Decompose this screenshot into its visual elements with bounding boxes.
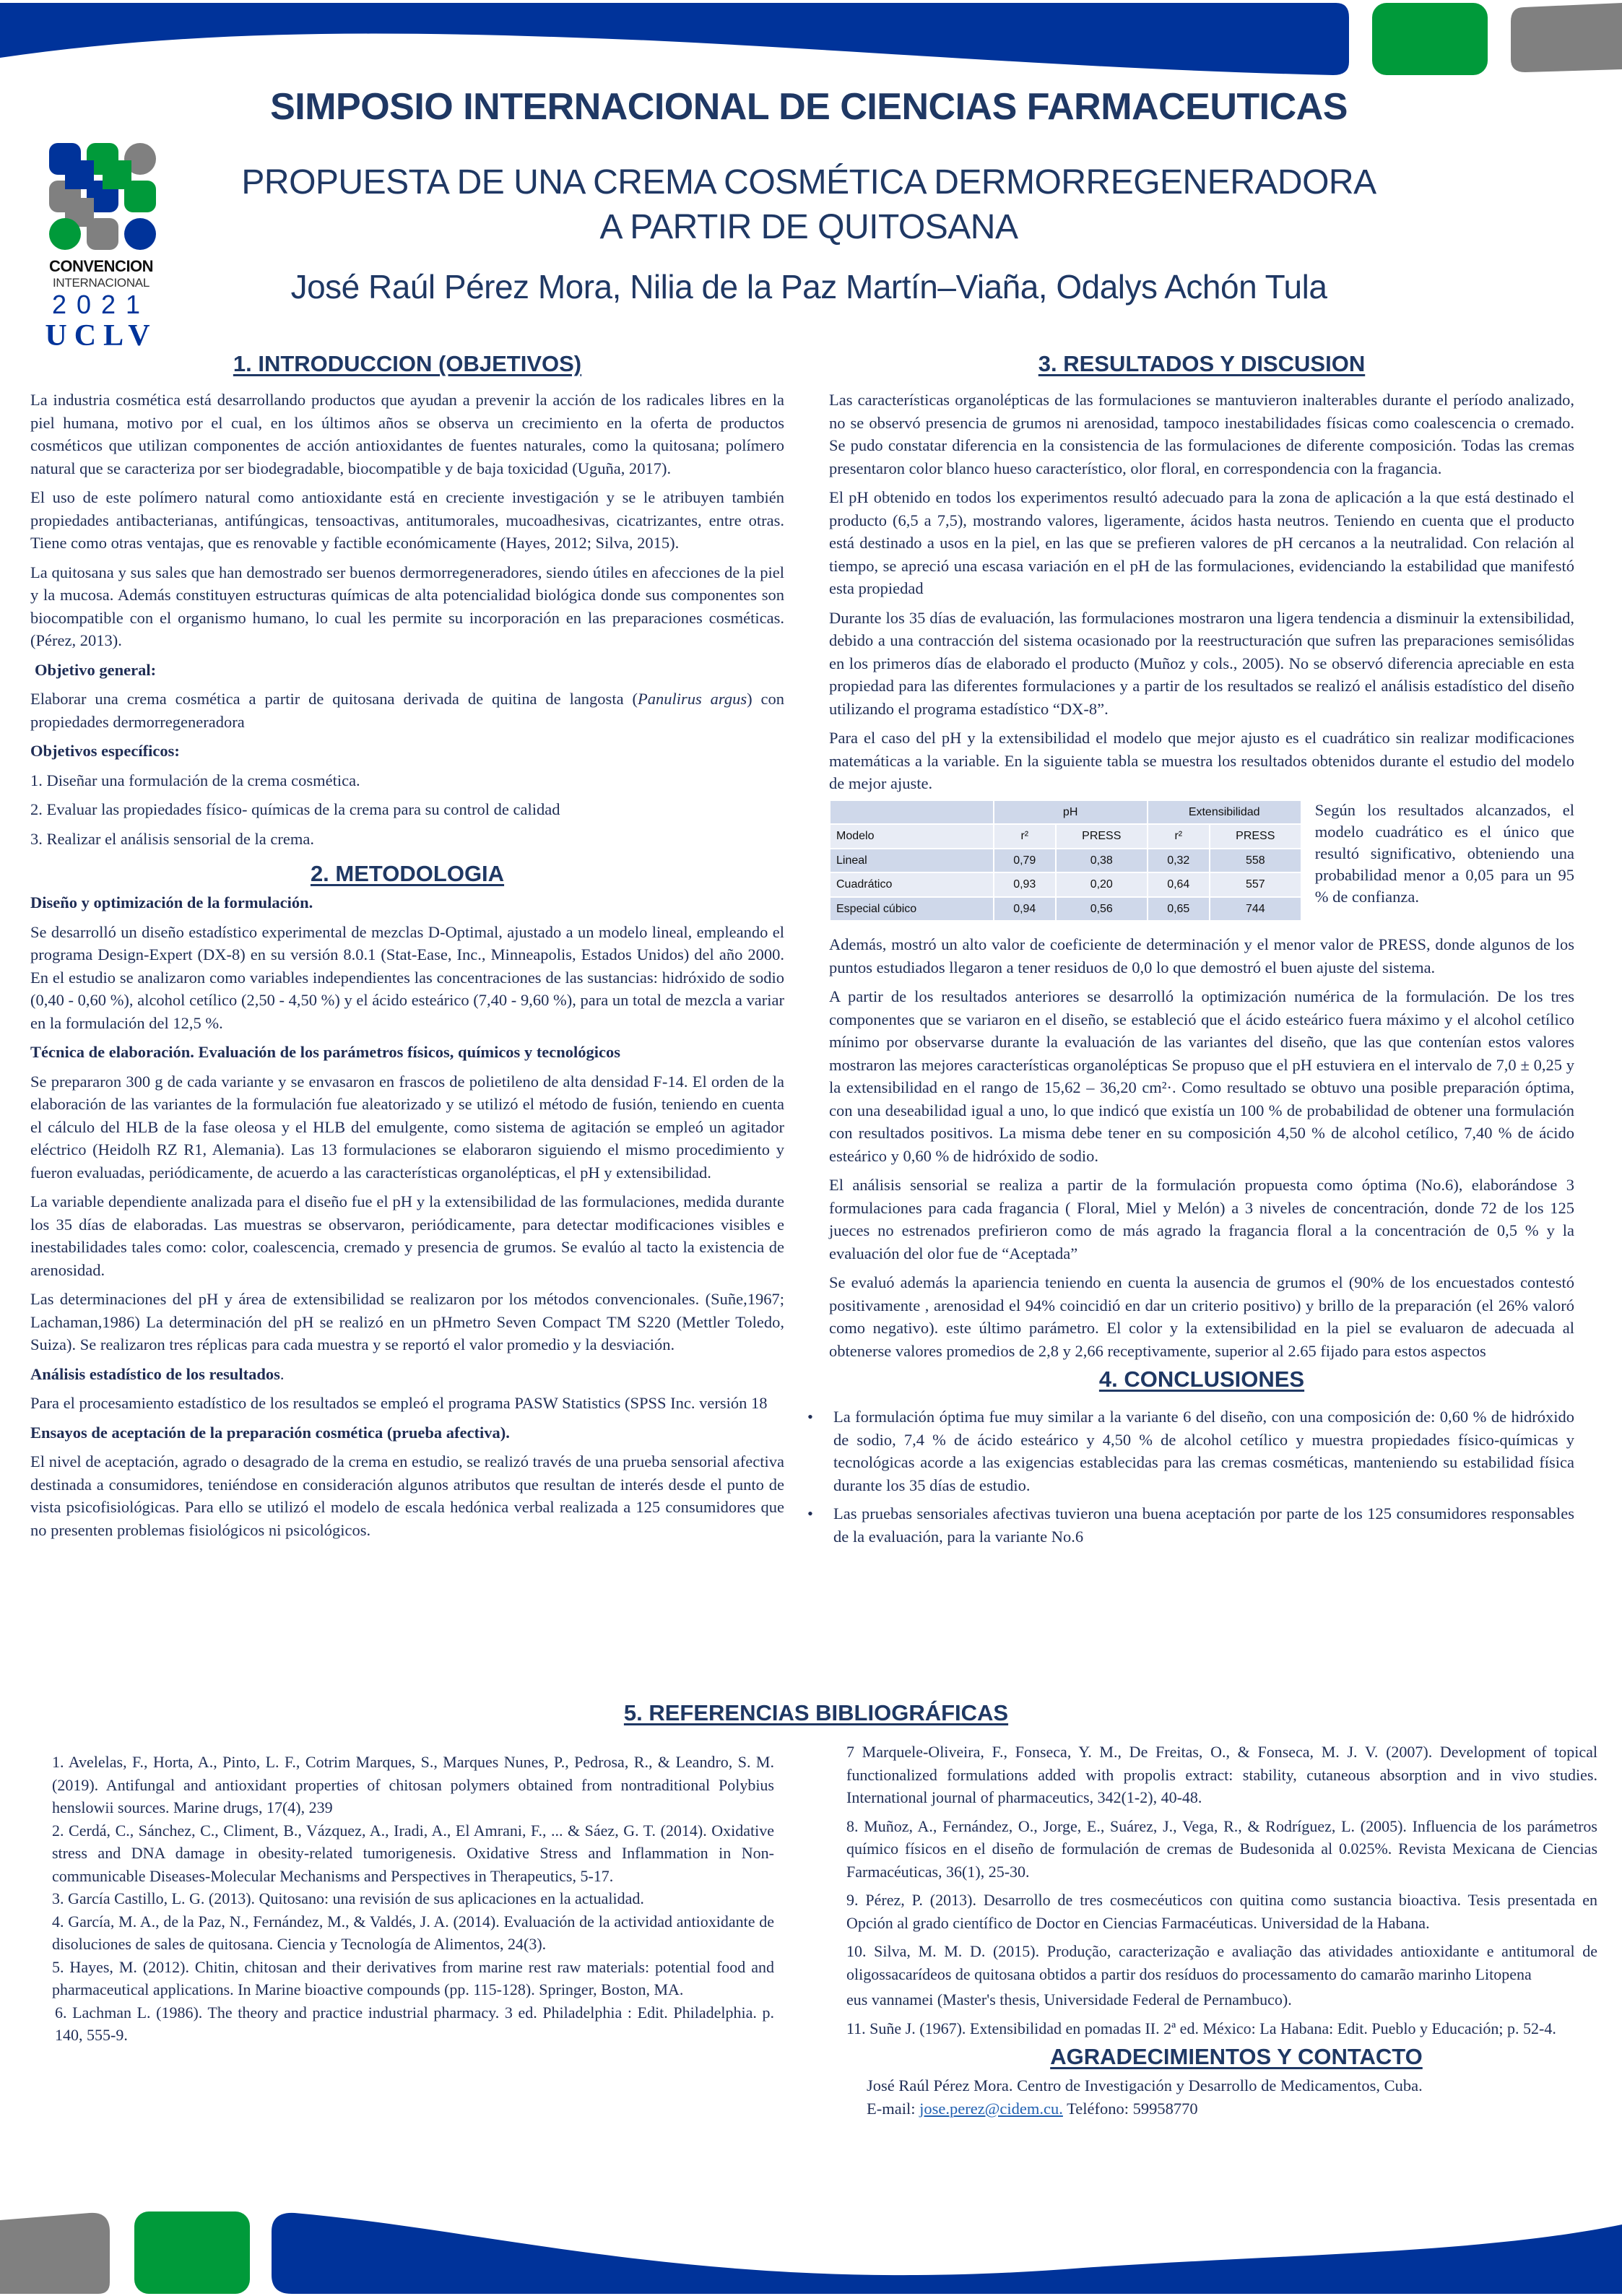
technique-paragraph: Se prepararon 300 g de cada variante y se envasaron en frascos de polietileno de alta densidad F-14. El orden de la elaboración de las variantes de la formulación fue aleatorizado y se utilizó el método de fusión, teniendo en cuenta el cálculo del HLB de la fase oleosa y el HLB del emulgente, como sistema de agitación se empleó un agitador eléctrico (Heidolh RZ R1, Alemania). Las 13 formulaciones se elaboraron siguiendo el mismo procedimiento y fueron evaluadas, periódicamente, de acuerdo a las características organolépticas, el pH y extensibilidad. (30, 1072, 784, 1182)
top-banner-blue-wave (0, 3, 1349, 75)
design-label: Diseño y optimización de la formulación. (30, 893, 313, 911)
intro-paragraph: La quitosana y sus sales que han demostrado ser buenos dermorregeneradores, siendo útiles en afecciones de la piel y la mucosa. Además constituyen estructuras químicas de alta potencialidad biológica donde sus componentes son biocompatible con el organismo humano, lo cual les permite su incorporación en las preparaciones cosméticas. (Pérez, 2013). (30, 563, 784, 649)
methods-heading: 2. METODOLOGIA (310, 861, 505, 886)
contact-line: José Raúl Pérez Mora. Centro de Investigación y Desarrollo de Medicamentos, Cuba. (867, 2076, 1423, 2094)
intro-paragraph: La industria cosmética está desarrollando productos que ayudan a prevenir la acción de los radicales libres en la piel humana, motivo por el cual, en los últimos años se observa un crecimiento en la oferta de productos cosméticos que utilizan componentes de acción antioxidantes de fuentes naturales, como la quitosana; polímero natural que se caracteriza por ser biodegradable, biocompatible y de baja toxicidad (Uguña, 2017). (30, 391, 784, 477)
references-left (52, 1751, 774, 2047)
table-cell: Cuadrático (830, 872, 994, 897)
paper-title-line2: A PARTIR DE QUITOSANA (599, 208, 1018, 246)
reference-item: 3. García Castillo, L. G. (2013). Quitosano: una revisión de sus aplicaciones en la actualidad. (52, 1889, 644, 1907)
results-paragraph: Las características organolépticas de las formulaciones se mantuvieron inalterables durante el período analizado, no se observó presencia de grumos ni arenosidad, tampoco inestabilidades físicas como coalescencia o cremado. Se pudo constatar diferencia en la consistencia de las formulaciones de diferente composición. Todas las cremas presentaron color blanco hueso característico, olor floral, en correspondencia con la fragancia. (829, 391, 1574, 477)
table-header-cell: Extensibilidad (1148, 800, 1301, 825)
technique-paragraph: Las determinaciones del pH y área de extensibilidad se realizaron por los métodos convencionales. (Suñe,1967; Lachaman,1986) La determinación del pH se realizó en un pHmetro Seven Compact TM S220 (Mettler Toledo, Suiza). Se realizaron tres réplicas para cada muestra y se reportó el valor promedio y la desviación. (30, 1290, 784, 1353)
contact-heading: AGRADECIMIENTOS Y CONTACTO (1050, 2044, 1423, 2069)
technique-label: Técnica de elaboración. Evaluación de los parámetros físicos, químicos y tecnológicos (30, 1043, 621, 1061)
results-paragraph: El análisis sensorial se realiza a partir de la formulación propuesta como óptima (No.6), elaborándose 3 formulaciones para cada fragancia ( Floral, Miel y Melón) a 3 niveles de concentración, donde 72 de los 125 jueces no estrenados prefirieron como de más agrado la fragancia floral a la concentración de 0,5 % y la evaluación del olor fue de “Aceptada” (829, 1176, 1574, 1262)
table-header-cell: PRESS (1210, 824, 1301, 849)
references-heading: 5. REFERENCIAS BIBLIOGRÁFICAS (623, 1700, 1009, 1725)
top-banner-gray-block (1511, 3, 1622, 72)
conclusions-heading: 4. CONCLUSIONES (1098, 1366, 1305, 1392)
model-table-block (829, 800, 1574, 922)
general-objective-text: Elaborar una crema cosmética a partir de quitosana derivada de quitina de langosta (Panulirus argus) con propiedades dermorregeneradora (30, 690, 785, 731)
contact-info (846, 2074, 1576, 2120)
design-text: Se desarrolló un diseño estadístico experimental de mezclas D-Optimal, ajustado a un modelo lineal, empleando el programa Design-Expert (DX-8) en su versión 8.0.1 (Stat-Ease, Inc., Minneapolis, Estados Unidos) del año 2000. En el estudio se analizaron como variables independientes las concentraciones de las sustancias: hidróxido de sodio (0,40 - 0,60 %), alcohol cetílico (2,50 - 4,50 %) y el ácido esteárico (7,40 - 9,60 %), para un total de mezcla a variar en la formulación del 12,5 %. (30, 922, 784, 1032)
model-fit-table (829, 800, 1302, 922)
acceptance-text: El nivel de aceptación, agrado o desagrado de la crema en estudio, se realizó través de una prueba sensorial afectiva destinada a consumidores, teniéndose en consideración algunos atributos que resultan de interés desde el punto de vista psicofisiológicas. Para ello se utilizó el modelo de escala hedónica verbal realizada a 125 consumidores que no presenten problemas fisiológicos ni psicológicos. (30, 1452, 784, 1539)
authors: José Raúl Pérez Mora, Nilia de la Paz Martín–Viaña, Odalys Achón Tula (290, 268, 1327, 306)
specific-objective-item: 2. Evaluar las propiedades físico- químicas de la crema para su control de calidad (30, 800, 560, 818)
bullet-icon: • (807, 1408, 813, 1426)
table-cell: 0,64 (1148, 872, 1210, 897)
reference-item: 8. Muñoz, A., Fernández, O., Jorge, E., Suárez, J., Vega, R., & Rodríguez, L. (2005). Influencia de los parámetros químico físicos en el diseño de formulación de cremas de Budesonida al 0.025%. Revista Mexicana de Ciencias Farmacéuticas, 36(1), 25-30. (846, 1816, 1597, 1881)
reference-item: 1. Avelelas, F., Horta, A., Pinto, L. F., Cotrim Marques, S., Marques Nunes, P., Pedrosa, R., & Leandro, S. M. (2019). Antifungal and antioxidant properties of chitosan polymers obtained from nontraditional Polybius henslowii sources. Marine drugs, 17(4), 239 (52, 1753, 774, 1816)
phone: Teléfono: 59958770 (1062, 2099, 1198, 2118)
table-header-cell: r² (1148, 824, 1210, 849)
bottom-banner-gray-block (0, 2213, 110, 2294)
results-paragraph: El pH obtenido en todos los experimentos resultó adecuado para la zona de aplicación a la que está destinado el producto (6,5 a 7,5), mostrando valores, ligeramente, ácidos hasta neutros. Teniendo en cuenta que el producto está destinado a usos en la piel, en las que se prefieren valores de pH cercanos a la neutralidad. Con relación al tiempo, se apreció una escasa variación en el pH de las formulaciones, evidenciando la estabilidad que manifestó esta propiedad (829, 488, 1574, 597)
paper-title (217, 160, 1401, 250)
table-cell: Especial cúbico (830, 897, 994, 922)
table-cell: 0,56 (1056, 897, 1148, 922)
intro-paragraph: El uso de este polímero natural como antioxidante está en creciente investigación y se le atribuyen también propiedades antibacterianas, antifúngicas, tensoactivas, antitumorales, mucoadhesivas, cicatrizantes, entre otras. Tiene como otras ventajas, que es renovable y factible económicamente (Hayes, 2012; Silva, 2015). (30, 488, 784, 552)
specific-objectives-label: Objetivos específicos: (30, 742, 180, 760)
left-column (30, 347, 784, 1548)
table-header-cell: r² (994, 824, 1056, 849)
table-row (830, 849, 1301, 873)
results-paragraph: A partir de los resultados anteriores se desarrolló la optimización numérica de la formulación. De los tres componentes que se variaron en el diseño, se estableció que el ácido esteárico fuera máximo y el alcohol cetílico mínimo por observarse durante la evaluación de las variantes del diseño, que las que contenían estos valores mostraron las mejores características organolépticas Se propuso que el pH estuviera en el intervalo de 7,0 ± 0,25 y la extensibilidad en el rango de 15,62 – 36,20 cm²·. Como resultado se obtuvo una posible preparación óptima, con una deseabilidad igual a uno, lo que indicó que existía un 100 % de probabilidad de obtener una formulación con resultados positivos. La misma debe tener en su composición 4,50 % de alcohol cetílico, 7,40 % de ácido esteárico y 0,60 % de hidróxido de sodio. (829, 987, 1574, 1165)
paper-title-line1: PROPUESTA DE UNA CREMA COSMÉTICA DERMORREGENERADORA (241, 163, 1376, 202)
table-cell: 0,32 (1148, 849, 1210, 873)
table-side-note: Según los resultados alcanzados, el modelo cuadrático es el único que resultó significativo, obteniendo una probabilidad menor a 0,05 para un 95 % de confianza. (1314, 800, 1574, 906)
table-cell: 558 (1210, 849, 1301, 873)
table-header-cell: Modelo (830, 824, 994, 849)
bottom-banner-green-block (134, 2211, 250, 2294)
email-link[interactable]: jose.perez@cidem.cu. (919, 2099, 1063, 2118)
table-row (830, 897, 1301, 922)
table-cell: Lineal (830, 849, 994, 873)
contact-line: E-mail: jose.perez@cidem.cu. Teléfono: 59958770 (867, 2099, 1198, 2118)
reference-item: 9. Pérez, P. (2013). Desarrollo de tres cosmecéuticos con quitina como sustancia bioactiva. Tesis presentada en Opción al grado científico de Doctor en Ciencias Farmacéuticas. Universidad de la Habana. (846, 1891, 1597, 1932)
conclusion-item: • La formulación óptima fue muy similar a la variante 6 del diseño, con una composición de: 0,60 % de hidróxido de sodio, 7,4 % de ácido esteárico y 4,50 % de alcohol cetílico y muestra propiedades físico-químicas y tecnológicas acorde a las exigencias establecidas para las cremas cosméticas, manteniendo su estabilidad física durante los 35 días de estudio. (807, 1405, 1574, 1496)
reference-item: 11. Suñe J. (1967). Extensibilidad en pomadas II. 2ª ed. México: La Habana: Edit. Pueblo y Educación; p. 52-4. (846, 2019, 1556, 2037)
stats-text: Para el procesamiento estadístico de los resultados se empleó el programa PASW Statistics (SPSS Inc. versión 18 (30, 1394, 768, 1412)
reference-item: eus vannamei (Master's thesis, Universidade Federal de Pernambuco). (846, 1990, 1292, 2009)
table-header-cell (830, 800, 994, 825)
table-cell: 744 (1210, 897, 1301, 922)
bottom-banner-blue-wave (272, 2213, 1622, 2294)
top-banner-green-block (1372, 3, 1488, 75)
event-title: SIMPOSIO INTERNACIONAL DE CIENCIAS FARMACEUTICAS (270, 86, 1348, 128)
reference-item: 2. Cerdá, C., Sánchez, C., Climent, B., Vázquez, A., Iradi, A., El Amrani, F., ... & Sáez, G. T. (2014). Oxidative stress and DNA damage in obesity-related tumorigenesis. Oxidative Stress and Inflammation in Non-communicable Diseases-Molecular Mechanisms and Perspectives in Therapeutics, 5-17. (52, 1821, 774, 1885)
general-objective-label: Objetivo general: (35, 660, 157, 679)
logo-mark-icon (36, 142, 181, 264)
species-name: Panulirus argus (637, 690, 747, 708)
table-cell: 557 (1210, 872, 1301, 897)
table-cell: 0,20 (1056, 872, 1148, 897)
table-group-header-row (830, 800, 1301, 825)
table-row (830, 872, 1301, 897)
table-cell: 0,38 (1056, 849, 1148, 873)
acceptance-label: Ensayos de aceptación de la preparación cosmética (prueba afectiva). (30, 1423, 510, 1442)
table-cell: 0,93 (994, 872, 1056, 897)
conclusions-list (807, 1405, 1574, 1548)
results-paragraph: Para el caso del pH y la extensibilidad el modelo que mejor ajusto es el cuadrático sin realizar modificaciones matemáticas a la variable. En la siguiente tabla se muestra los resultados obtenidos durante el estudio del modelo de mejor ajuste. (829, 729, 1574, 792)
technique-paragraph: La variable dependiente analizada para el diseño fue el pH y la extensibilidad de las formulaciones, medida durante los 35 días de elaboradas. Las muestras se observaron, periódicamente, para detectar modificaciones visibles e inestabilidades tales como: color, coalescencia, cremado y presencia de grumos. Se evalúo al tacto la existencia de arenosidad. (30, 1192, 784, 1279)
stats-label: Análisis estadístico de los resultados. (30, 1364, 285, 1383)
table-column-header-row (830, 824, 1301, 849)
logo-line2: INTERNACIONAL (52, 276, 149, 290)
results-heading: 3. RESULTADOS Y DISCUSION (1038, 351, 1366, 376)
right-column (807, 347, 1574, 1554)
results-paragraph: Durante los 35 días de evaluación, las formulaciones mostraron una ligera tendencia a disminuir la extensibilidad, debido a una contracción del sistema ocasionado por la reestructuración que sufren las preparaciones semisólidas en los primeros días de elaborado el producto (Muñoz y cols., 2005). No se observó diferencia apreciable en esta propiedad para las diferentes formulaciones y a partir de los resultados se realizó el análisis estadístico del diseño utilizando el programa estadístico “DX-8”. (829, 608, 1574, 718)
bullet-icon: • (807, 1504, 813, 1522)
intro-heading: 1. INTRODUCCION (OBJETIVOS) (233, 351, 582, 376)
table-cell: 0,94 (994, 897, 1056, 922)
references-right (846, 1741, 1597, 2120)
results-paragraph: Además, mostró un alto valor de coeficiente de determinación y el menor valor de PRESS, donde algunos de los puntos estudiados llegaron a tener residuos de 0,0 lo que demostró el buen ajuste del sistema. (829, 935, 1574, 976)
reference-item: 10. Silva, M. M. D. (2015). Produção, caracterização e avaliação das atividades antioxidante e antitumoral de oligossacarídeos de quitosana obtidos a partir dos resíduos do processamento do camarão marinho Litopena (846, 1942, 1597, 1983)
bottom-banner (0, 2174, 1622, 2296)
conclusion-item: • Las pruebas sensoriales afectivas tuvieron una buena aceptación por parte de los 125 consumidores responsables de la evaluación, para la variante No.6 (807, 1502, 1574, 1548)
logo-org: UCLV (45, 319, 157, 352)
logo-line1: CONVENCION (48, 257, 154, 275)
reference-item: 5. Hayes, M. (2012). Chitin, chitosan and their derivatives from marine rest raw materials: potential food and pharmaceutical applications. In Marine bioactive compounds (pp. 115-128). Springer, Boston, MA. (52, 1957, 774, 1998)
results-paragraph: Se evaluó además la apariencia teniendo en cuenta la ausencia de grumos el (90% de los encuestados contestó positivamente , arenosidad el 94% coincidió en dar un criterio positivo) y brillo de la preparación (el 26% valoró como negativo). este último parámetro. El color y la extensibilidad en la piel se evaluaron de adecuada al obtenerse valores promedios de 2,8 y 2,66 receptivamente, superior al 2.65 fijado para estos aspectos (829, 1273, 1574, 1360)
specific-objective-item: 1. Diseñar una formulación de la crema cosmética. (30, 771, 360, 789)
reference-item: 6. Lachman L. (1986). The theory and practice industrial pharmacy. 3 ed. Philadelphia : Edit. Philadelphia. p. 140, 555-9. (55, 2003, 774, 2044)
specific-objective-item: 3. Realizar el análisis sensorial de la crema. (30, 829, 314, 848)
table-cell: 0,65 (1148, 897, 1210, 922)
top-banner (0, 0, 1622, 94)
table-cell: 0,79 (994, 849, 1056, 873)
reference-item: 4. García, M. A., de la Paz, N., Fernández, M., & Valdés, J. A. (2014). Evaluación de la actividad antioxidante de disoluciones de sales de quitosana. Ciencia y Tecnología de Alimentos, 24(3). (52, 1912, 774, 1953)
table-header-cell: pH (994, 800, 1148, 825)
reference-item: 7 Marquele-Oliveira, F., Fonseca, Y. M., De Freitas, O., & Fonseca, M. J. V. (2007). Development of topical functionalized formulations added with propolis extract: stability, cutaneous absorption and in vivo studies. International journal of pharmaceutics, 342(1-2), 40-48. (846, 1743, 1597, 1806)
logo-year: 2021 (51, 290, 151, 319)
table-header-cell: PRESS (1056, 824, 1148, 849)
